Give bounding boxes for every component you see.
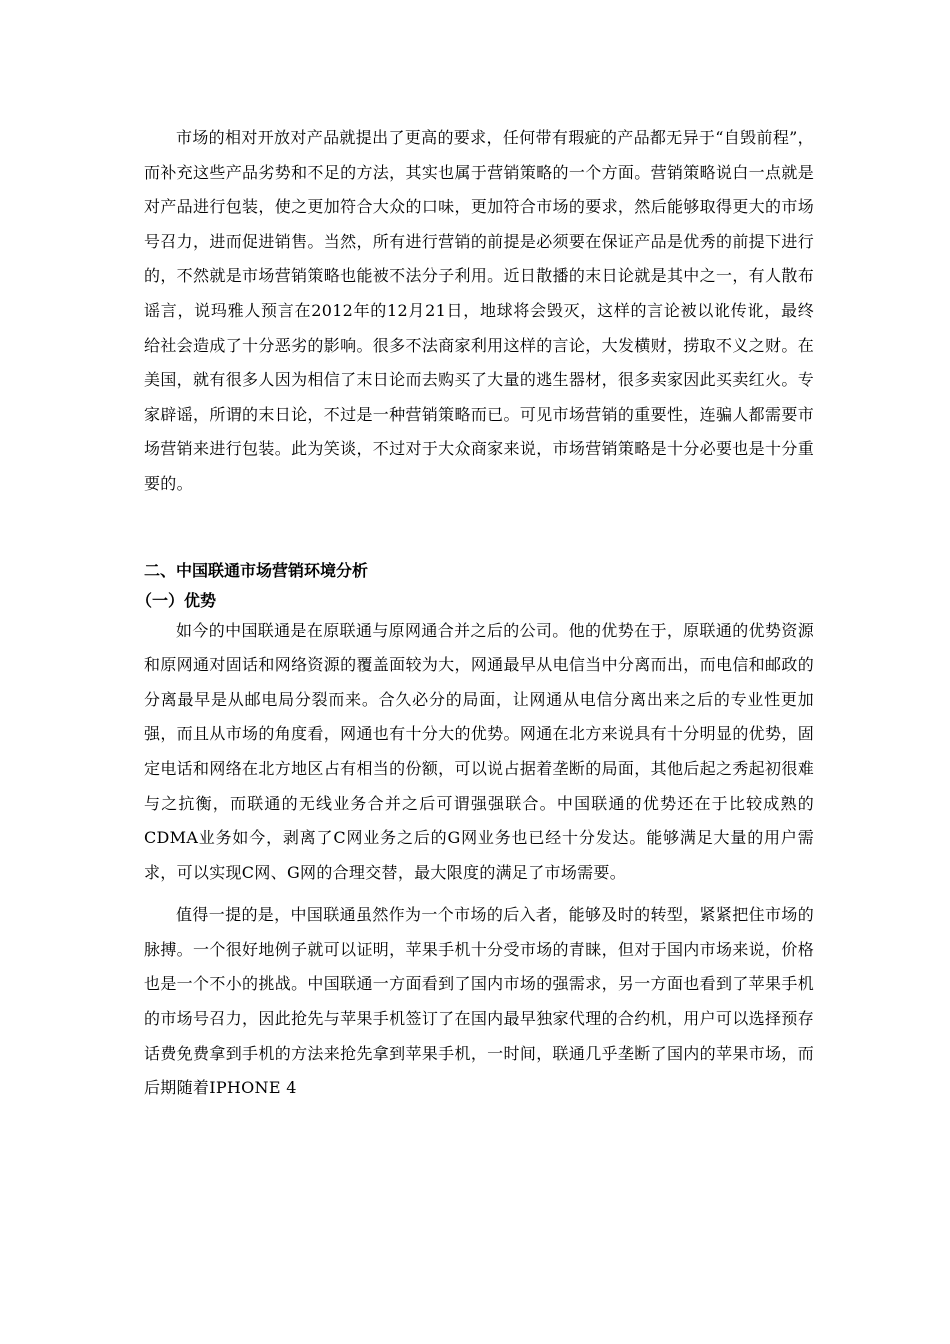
paragraph-marketing-strategy: 市场的相对开放对产品就提出了更高的要求，任何带有瑕疵的产品都无异于“自毁前程”，而补充这些产品劣势和不足的方法，其实也属于营销策略的一个方面。营销策略说白一点就是对产品进行包装，使之更加符合大众的口味，更加符合市场的要求，然后能够取得更大的市场号召力，进而促进销售。当然，所有进行营销的前提是必须要在保证产品是优秀的前提下进行的，不然就是市场营销策略也能被不法分子利用。近日散播的末日论就是其中之一，有人散布谣言，说玛雅人预言在2012年的12月21日，地球将会毁灭，这样的言论被以讹传讹，最终给社会造成了十分恶劣的影响。很多不法商家利用这样的言论，大发横财，捞取不义之财。在美国，就有很多人因为相信了末日论而去购买了大量的逃生器材，很多卖家因此买卖红火。专家辟谣，所谓的末日论，不过是一种营销策略而已。可见市场营销的重要性，连骗人都需要市场营销来进行包装。此为笑谈，不过对于大众商家来说，市场营销策略是十分必要也是十分重要的。 [144, 128, 814, 493]
paragraph-iphone-example: 值得一提的是，中国联通虽然作为一个市场的后入者，能够及时的转型，紧紧把住市场的脉搏。一个很好地例子就可以证明，苹果手机十分受市场的青睐，但对于国内市场来说，价格也是一个不小的挑战。中国联通一方面看到了国内市场的强需求，另一方面也看到了苹果手机的市场号召力，因此抢先与苹果手机签订了在国内最早独家代理的合约机，用户可以选择预存话费免费拿到手机的方法来抢先拿到苹果手机，一时间，联通几乎垄断了国内的苹果市场，而后期随着IPHONE 4 [144, 905, 814, 1098]
document-body [136, 121, 814, 1106]
subsection-heading: （一）优势 [136, 590, 217, 610]
section-spacer [144, 502, 814, 554]
paragraph-advantages: 如今的中国联通是在原联通与原网通合并之后的公司。他的优势在于，原联通的优势资源和原网通对固话和网络资源的覆盖面较为大，网通最早从电信当中分离而出，而电信和邮政的分离最早是从邮电局分裂而来。合久必分的局面，让网通从电信分离出来之后的专业性更加强，而且从市场的角度看，网通也有十分大的优势。网通在北方来说具有十分明显的优势，固定电话和网络在北方地区占有相当的份额，可以说占据着垄断的局面，其他后起之秀起初很难与之抗衡，而联通的无线业务合并之后可谓强强联合。中国联通的优势还在于比较成熟的CDMA业务如今，剥离了C网业务之后的G网业务也已经十分发达。能够满足大量的用户需求，可以实现C网、G网的合理交替，最大限度的满足了市场需要。 [144, 620, 814, 882]
section-heading: 二、中国联通市场营销环境分析 [144, 560, 369, 580]
